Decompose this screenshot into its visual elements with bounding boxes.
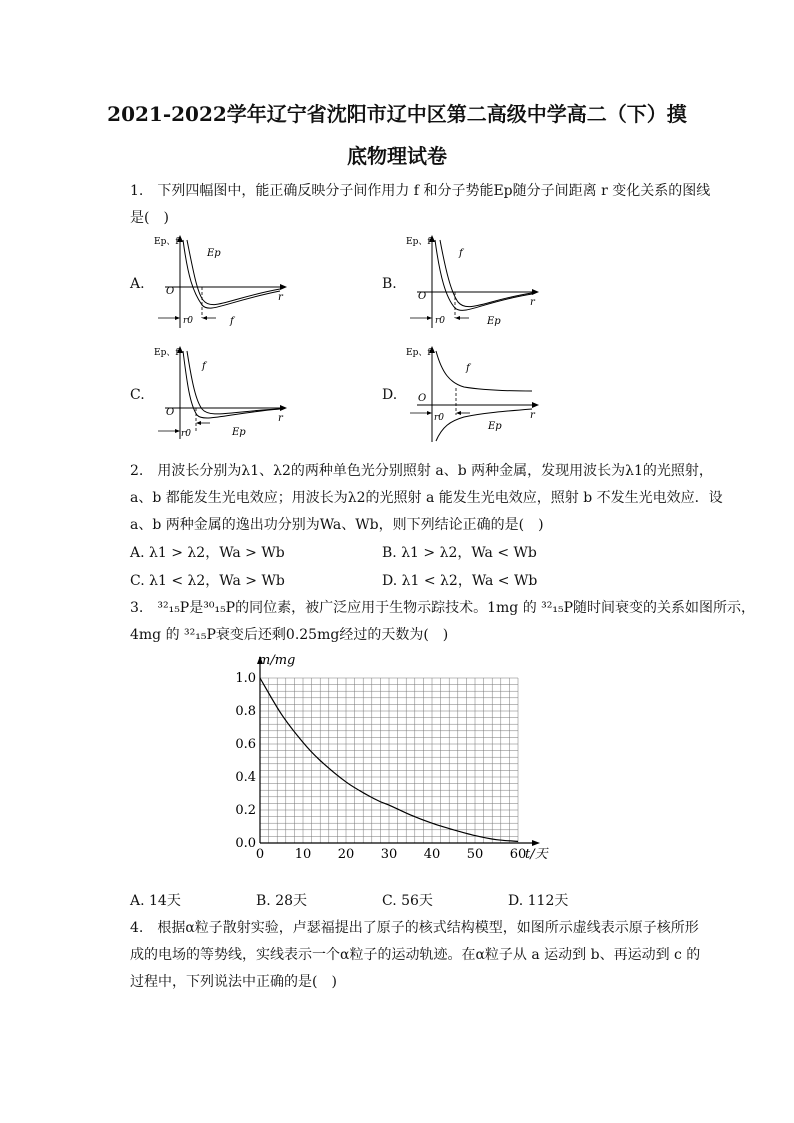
paper-title-line2: 底物理试卷 xyxy=(347,144,447,168)
q1a-x-label: r xyxy=(278,292,283,303)
q1d-origin: O xyxy=(418,393,427,404)
y-tick-label: 0.0 xyxy=(235,836,256,851)
q1-text-line1: 1. 下列四幅图中，能正确反映分子间作用力 f 和分子势能Ep随分子间距离 r 变化关系的图线 xyxy=(130,183,711,199)
x-tick-label: 20 xyxy=(337,847,355,862)
x-axis-arrow xyxy=(532,840,540,846)
x-tick-label: 40 xyxy=(423,847,441,862)
q1-option-d-label[interactable]: D. xyxy=(382,387,398,403)
q1b-f-label: f xyxy=(459,248,463,259)
q3-option-b[interactable]: B. 28天 xyxy=(256,893,308,909)
q2-text-line3: a、b 两种金属的逸出功分别为Wa、Wb，则下列结论正确的是( ) xyxy=(130,517,544,533)
q1a-r0: r0 xyxy=(183,316,194,326)
q1c-origin: O xyxy=(166,407,175,418)
q2-option-c[interactable]: C. λ1 < λ2，Wa > Wb xyxy=(130,573,285,589)
x-tick-label: 50 xyxy=(466,847,484,862)
q4-text-line2: 成的电场的等势线，实线表示一个α粒子的运动轨迹。在α粒子从 a 运动到 b、再运动到 c 的 xyxy=(130,947,701,963)
q4-text-line3: 过程中，下列说法中正确的是( ) xyxy=(130,974,337,990)
y-tick-label: 1.0 xyxy=(235,671,256,686)
q1a-ep-label: Ep xyxy=(207,248,221,259)
q3-text-line2: 4mg 的 ³²₁₅P衰变后还剩0.25mg经过的天数为( ) xyxy=(130,627,449,643)
q1c-r0: r0 xyxy=(181,429,192,439)
q3-option-d[interactable]: D. 112天 xyxy=(508,893,569,909)
q1b-x-label: r xyxy=(530,297,535,308)
q1c-ep-label: Ep xyxy=(232,427,246,438)
q3-option-c[interactable]: C. 56天 xyxy=(382,893,433,909)
q1a-y-label: Ep、f xyxy=(154,237,179,247)
q2-text-line2: a、b 都能发生光电效应；用波长为λ2的光照射 a 能发生光电效应，照射 b 不发生光电效应．设 xyxy=(130,490,723,506)
q1c-f-label: f xyxy=(202,361,206,372)
decay-chart xyxy=(225,648,570,868)
x-tick-label: 0 xyxy=(255,847,265,862)
q1-text-line2: 是( ) xyxy=(130,210,169,226)
q1-graph-c xyxy=(150,343,290,443)
x-tick-label: 60 xyxy=(509,847,527,862)
q1-option-b-label[interactable]: B. xyxy=(382,276,397,292)
q1b-ep-label: Ep xyxy=(487,316,501,327)
q2-text-line1: 2. 用波长分别为λ1、λ2的两种单色光分别照射 a、b 两种金属，发现用波长为λ1的光照射， xyxy=(130,463,713,479)
q3-option-a[interactable]: A. 14天 xyxy=(130,893,181,909)
y-tick-label: 0.6 xyxy=(235,737,256,752)
x-tick-label: 10 xyxy=(294,847,312,862)
q1b-y-label: Ep、f xyxy=(406,237,431,247)
q1-graph-d xyxy=(402,343,542,443)
q4-text-line1: 4. 根据α粒子散射实验，卢瑟福提出了原子的核式结构模型，如图所示虚线表示原子核所形 xyxy=(130,920,699,936)
q1b-origin: O xyxy=(418,291,427,302)
q1a-origin: O xyxy=(166,286,175,297)
x-tick-label: 30 xyxy=(380,847,398,862)
q1d-f-label: f xyxy=(466,363,470,374)
q1d-r0: r0 xyxy=(434,413,445,423)
y-tick-label: 0.4 xyxy=(235,770,256,785)
q1d-ep-label: Ep xyxy=(488,421,502,432)
q1-graph-a xyxy=(150,232,290,332)
paper-title-line1: 2021-2022学年辽宁省沈阳市辽中区第二高级中学高二（下）摸 xyxy=(107,102,687,126)
chart-x-label: t/天 xyxy=(525,847,548,862)
q1-option-a-label[interactable]: A. xyxy=(130,276,145,292)
q2-option-a[interactable]: A. λ1 > λ2，Wa > Wb xyxy=(130,545,285,561)
q1d-y-label: Ep、f xyxy=(406,348,431,358)
q1-graph-b xyxy=(402,232,542,332)
q1c-y-label: Ep、f xyxy=(154,348,179,358)
q3-text-line1: 3. ³²₁₅P是³⁰₁₅P的同位素，被广泛应用于生物示踪技术。1mg 的 ³²₁₅P随时间衰变的关系如图所示， xyxy=(130,600,756,616)
q1b-r0: r0 xyxy=(435,316,446,326)
q1a-f-label: f xyxy=(230,316,234,327)
y-tick-label: 0.2 xyxy=(235,803,256,818)
q2-option-b[interactable]: B. λ1 > λ2，Wa < Wb xyxy=(382,545,537,561)
q1-option-c-label[interactable]: C. xyxy=(130,387,145,403)
chart-y-label: m/mg xyxy=(258,653,296,668)
q1d-x-label: r xyxy=(530,410,535,421)
q2-option-d[interactable]: D. λ1 < λ2，Wa < Wb xyxy=(382,573,538,589)
q1c-x-label: r xyxy=(278,413,283,424)
y-tick-label: 0.8 xyxy=(235,704,256,719)
